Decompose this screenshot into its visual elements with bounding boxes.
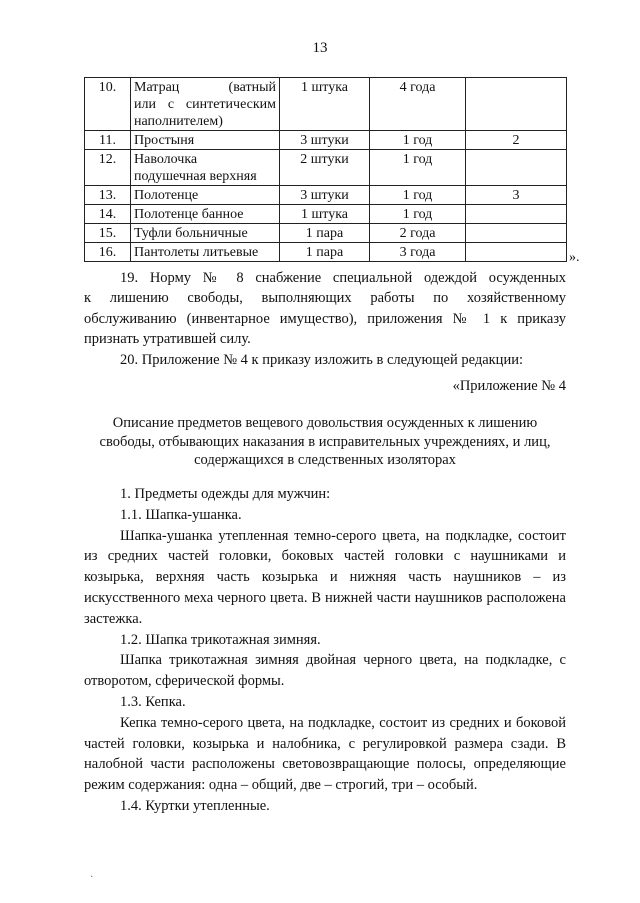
table-row [85,224,567,243]
section-text: Шапка трикотажная зимняя двойная черного цвета, на подкладке, с отворотом, сферической формы. [84,652,566,690]
norm-table [84,77,567,262]
section-heading: 1.3. Кепка. [120,693,186,710]
item-note [466,224,567,243]
row-number: 13. [85,186,131,205]
section-text: Кепка темно-серого цвета, на подкладке, состоит из средних и боковой частей головки, козырька и налобника, с регулировкой размера сзади. В налобной части расположены световозвращающие полосы, определяющие режим содержания: одна – общий, две – строгий, три – особый. [84,714,566,794]
item-note: 2 [466,131,567,150]
item-quantity: 3 штуки [280,131,370,150]
section-heading: 1.2. Шапка трикотажная зимняя. [120,631,321,648]
section-text: Шапка-ушанка утепленная темно-серого цвета, на подкладке, состоит из средних частей головки, боковых частей головки с наушниками и козырька, верхняя часть козырька и нижняя часть наушников – из искусственного меха черного цвета. В нижней части наушников расположена застежка. [84,527,566,627]
section-heading: 1.1. Шапка-ушанка. [120,506,242,523]
item-name: Полотенце банное [131,205,280,224]
table-row [85,205,567,224]
row-number: 12. [85,150,131,186]
appendix-label: «Приложение № 4 [452,378,566,394]
item-note: 3 [466,186,567,205]
row-number: 11. [85,131,131,150]
title-line: свободы, отбывающих наказания в исправительных учреждениях, и лиц, [99,433,551,450]
item-quantity: 1 штука [280,78,370,131]
item-name: Туфли больничные [131,224,280,243]
item-name [131,78,280,131]
item-term: 4 года [370,78,466,131]
item-term: 2 года [370,224,466,243]
item-name [131,150,280,186]
document-title [84,414,566,470]
item-name: Пантолеты литьевые [131,243,280,262]
item-term: 3 года [370,243,466,262]
paragraph-line: обслуживанию (инвентарное имущество), приложения № 1 к приказу [84,310,566,327]
paragraph-line: к лишению свободы, выполняющих работы по хозяйственному [84,290,566,307]
item-note [466,243,567,262]
sections-body [84,484,566,817]
row-number: 10. [85,78,131,131]
table-row [85,131,567,150]
item-name: Простыня [131,131,280,150]
title-line: содержащихся в следственных изоляторах [194,452,456,469]
row-number: 14. [85,205,131,224]
item-name-line: наполнителем) [134,114,223,129]
row-number: 16. [85,243,131,262]
item-name-line: или с синтетическим [134,97,276,112]
paragraph-19 [84,268,566,370]
item-note [466,150,567,186]
section-heading: 1. Предметы одежды для мужчин: [120,486,331,502]
item-term: 1 год [370,186,466,205]
title-line: Описание предметов вещевого довольствия осужденных к лишению [112,415,538,431]
item-name: Полотенце [131,186,280,205]
item-name-line: Матрац (ватный [134,80,276,95]
item-quantity: 2 штуки [280,150,370,186]
paragraph-line: 19. Норму № 8 снабжение специальной одеждой осужденных [120,270,566,286]
item-note [466,205,567,224]
paragraph-line: признать утратившей силу. [84,331,251,348]
section-heading: 1.4. Куртки утепленные. [120,797,270,814]
item-note [466,78,567,131]
row-number: 15. [85,224,131,243]
item-term: 1 год [370,150,466,186]
table-closing-mark: ». [569,250,580,265]
table-row [85,78,567,131]
table-row [85,243,567,262]
item-quantity: 1 пара [280,243,370,262]
scan-artifact-dot: · [90,872,94,883]
table-row [85,150,567,186]
item-term: 1 год [370,131,466,150]
page-number: 13 [312,40,328,56]
item-quantity: 3 штуки [280,186,370,205]
item-quantity: 1 штука [280,205,370,224]
item-name-line: подушечная верхняя [134,169,257,184]
item-name-line: Наволочка [134,152,198,167]
item-term: 1 год [370,205,466,224]
paragraph-20: 20. Приложение № 4 к приказу изложить в следующей редакции: [120,351,523,368]
item-quantity: 1 пара [280,224,370,243]
table-row [85,186,567,205]
